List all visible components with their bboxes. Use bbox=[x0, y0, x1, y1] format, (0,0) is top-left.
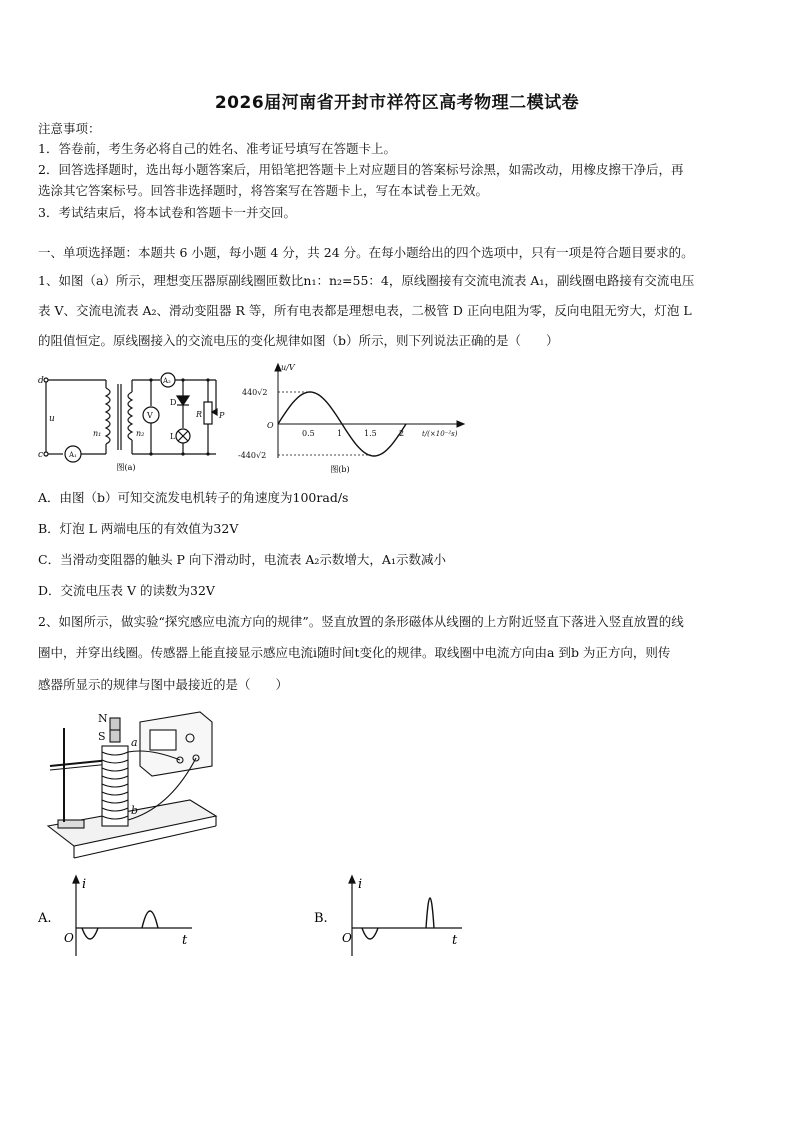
figure-b-caption: 图(b) bbox=[330, 465, 350, 474]
notice-item: 2．回答选择题时，选出每小题答案后，用铅笔把答题卡上对应题目的答案标号涂黑，如需改动，用橡皮擦干净后，再 bbox=[38, 162, 684, 177]
label-n1: n₁ bbox=[93, 429, 102, 438]
graph-a-xlabel: t bbox=[182, 933, 188, 948]
fig-b-xlabel: t/(×10⁻²s) bbox=[422, 430, 458, 438]
label-n2: n₂ bbox=[136, 429, 145, 438]
graph-a-origin: O bbox=[64, 931, 74, 945]
label-v: V bbox=[147, 411, 153, 420]
notice-item: 1．答卷前，考生务必将自己的姓名、准考证号填写在答题卡上。 bbox=[38, 141, 396, 156]
page-title: 2026届河南省开封市祥符区高考物理二模试卷 bbox=[214, 93, 580, 113]
q1-stem-line: 表 V、交流电流表 A₂、滑动变阻器 R 等，所有电表都是理想电表，二极管 D 正向电阻为零，反向电阻无穷大，灯泡 L bbox=[38, 303, 692, 318]
figure-a-circuit bbox=[36, 362, 236, 474]
q1-option-a[interactable]: A．由图（b）可知交流发电机转子的角速度为100rad/s bbox=[38, 490, 349, 505]
label-d: d bbox=[38, 376, 44, 386]
q2-option-b-graph[interactable] bbox=[312, 872, 482, 962]
option-b-label: B. bbox=[314, 911, 328, 926]
label-p: P bbox=[219, 411, 225, 420]
label-diode: D bbox=[170, 398, 177, 407]
q2-option-a-graph[interactable] bbox=[36, 872, 206, 962]
notice-item: 3．考试结束后，将本试卷和答题卡一并交回。 bbox=[38, 205, 296, 220]
fig-b-ymax: 440√2 bbox=[242, 388, 268, 397]
graph-a-ylabel: i bbox=[82, 877, 87, 892]
label-lamp: L bbox=[170, 432, 176, 441]
graph-b-origin: O bbox=[342, 931, 352, 945]
option-a-label: A. bbox=[38, 911, 52, 926]
fig-b-ymin: -440√2 bbox=[238, 451, 267, 460]
q2-stem-line: 圈中，并穿出线圈。传感器上能直接显示感应电流i随时间t变化的规律。取线圈中电流方向由a 到b 为正方向，则传 bbox=[38, 645, 671, 660]
label-r: R bbox=[196, 410, 203, 419]
q2-stem-line: 2、如图所示，做实验“探究感应电流方向的规律”。竖直放置的条形磁体从线圈的上方附近竖直下落进入竖直放置的线 bbox=[38, 614, 684, 629]
graph-b-ylabel: i bbox=[358, 877, 363, 892]
section-heading: 一、单项选择题：本题共 6 小题，每小题 4 分，共 24 分。在每小题给出的四个选项中，只有一项是符合题目要求的。 bbox=[38, 245, 694, 260]
fig-b-xtick: 1 bbox=[337, 429, 343, 438]
magnet-s-label: S bbox=[98, 730, 106, 743]
terminal-b-label: b bbox=[131, 804, 139, 817]
fig-b-ylabel: u/V bbox=[281, 363, 295, 372]
graph-b-xlabel: t bbox=[452, 933, 458, 948]
label-a2: A₂ bbox=[163, 377, 171, 385]
label-c: c bbox=[38, 450, 44, 460]
terminal-a-label: a bbox=[131, 736, 138, 749]
figure-a-caption: 图(a) bbox=[116, 463, 136, 472]
fig-b-xtick: 2 bbox=[399, 429, 405, 438]
notice-item: 选涂其它答案标号。回答非选择题时，将答案写在答题卡上，写在本试卷上无效。 bbox=[38, 183, 489, 198]
label-u: u bbox=[49, 414, 55, 424]
q1-stem-line: 的阻值恒定。原线圈接入的交流电压的变化规律如图（b）所示，则下列说法正确的是（ ） bbox=[38, 333, 559, 348]
magnet-n-label: N bbox=[98, 712, 108, 725]
fig-b-xtick: 1.5 bbox=[364, 429, 377, 438]
fig-b-origin: O bbox=[267, 421, 274, 430]
q1-option-c[interactable]: C．当滑动变阻器的触头 P 向下滑动时，电流表 A₂示数增大，A₁示数减小 bbox=[38, 552, 446, 567]
figure-b-waveform bbox=[236, 358, 466, 476]
q1-option-d[interactable]: D．交流电压表 V 的读数为32V bbox=[38, 583, 215, 598]
q1-stem-line: 1、如图（a）所示，理想变压器原副线圈匝数比n₁：n₂=55：4，原线圈接有交流电流表 A₁，副线圈电路接有交流电压 bbox=[38, 273, 695, 288]
figure-q2-apparatus bbox=[40, 708, 220, 863]
notice-heading: 注意事项： bbox=[38, 121, 101, 136]
label-a1: A₁ bbox=[69, 451, 77, 459]
fig-b-xtick: 0.5 bbox=[302, 429, 315, 438]
q2-stem-line: 感器所显示的规律与图中最接近的是（ ） bbox=[38, 677, 289, 692]
q1-option-b[interactable]: B．灯泡 L 两端电压的有效值为32V bbox=[38, 521, 239, 536]
